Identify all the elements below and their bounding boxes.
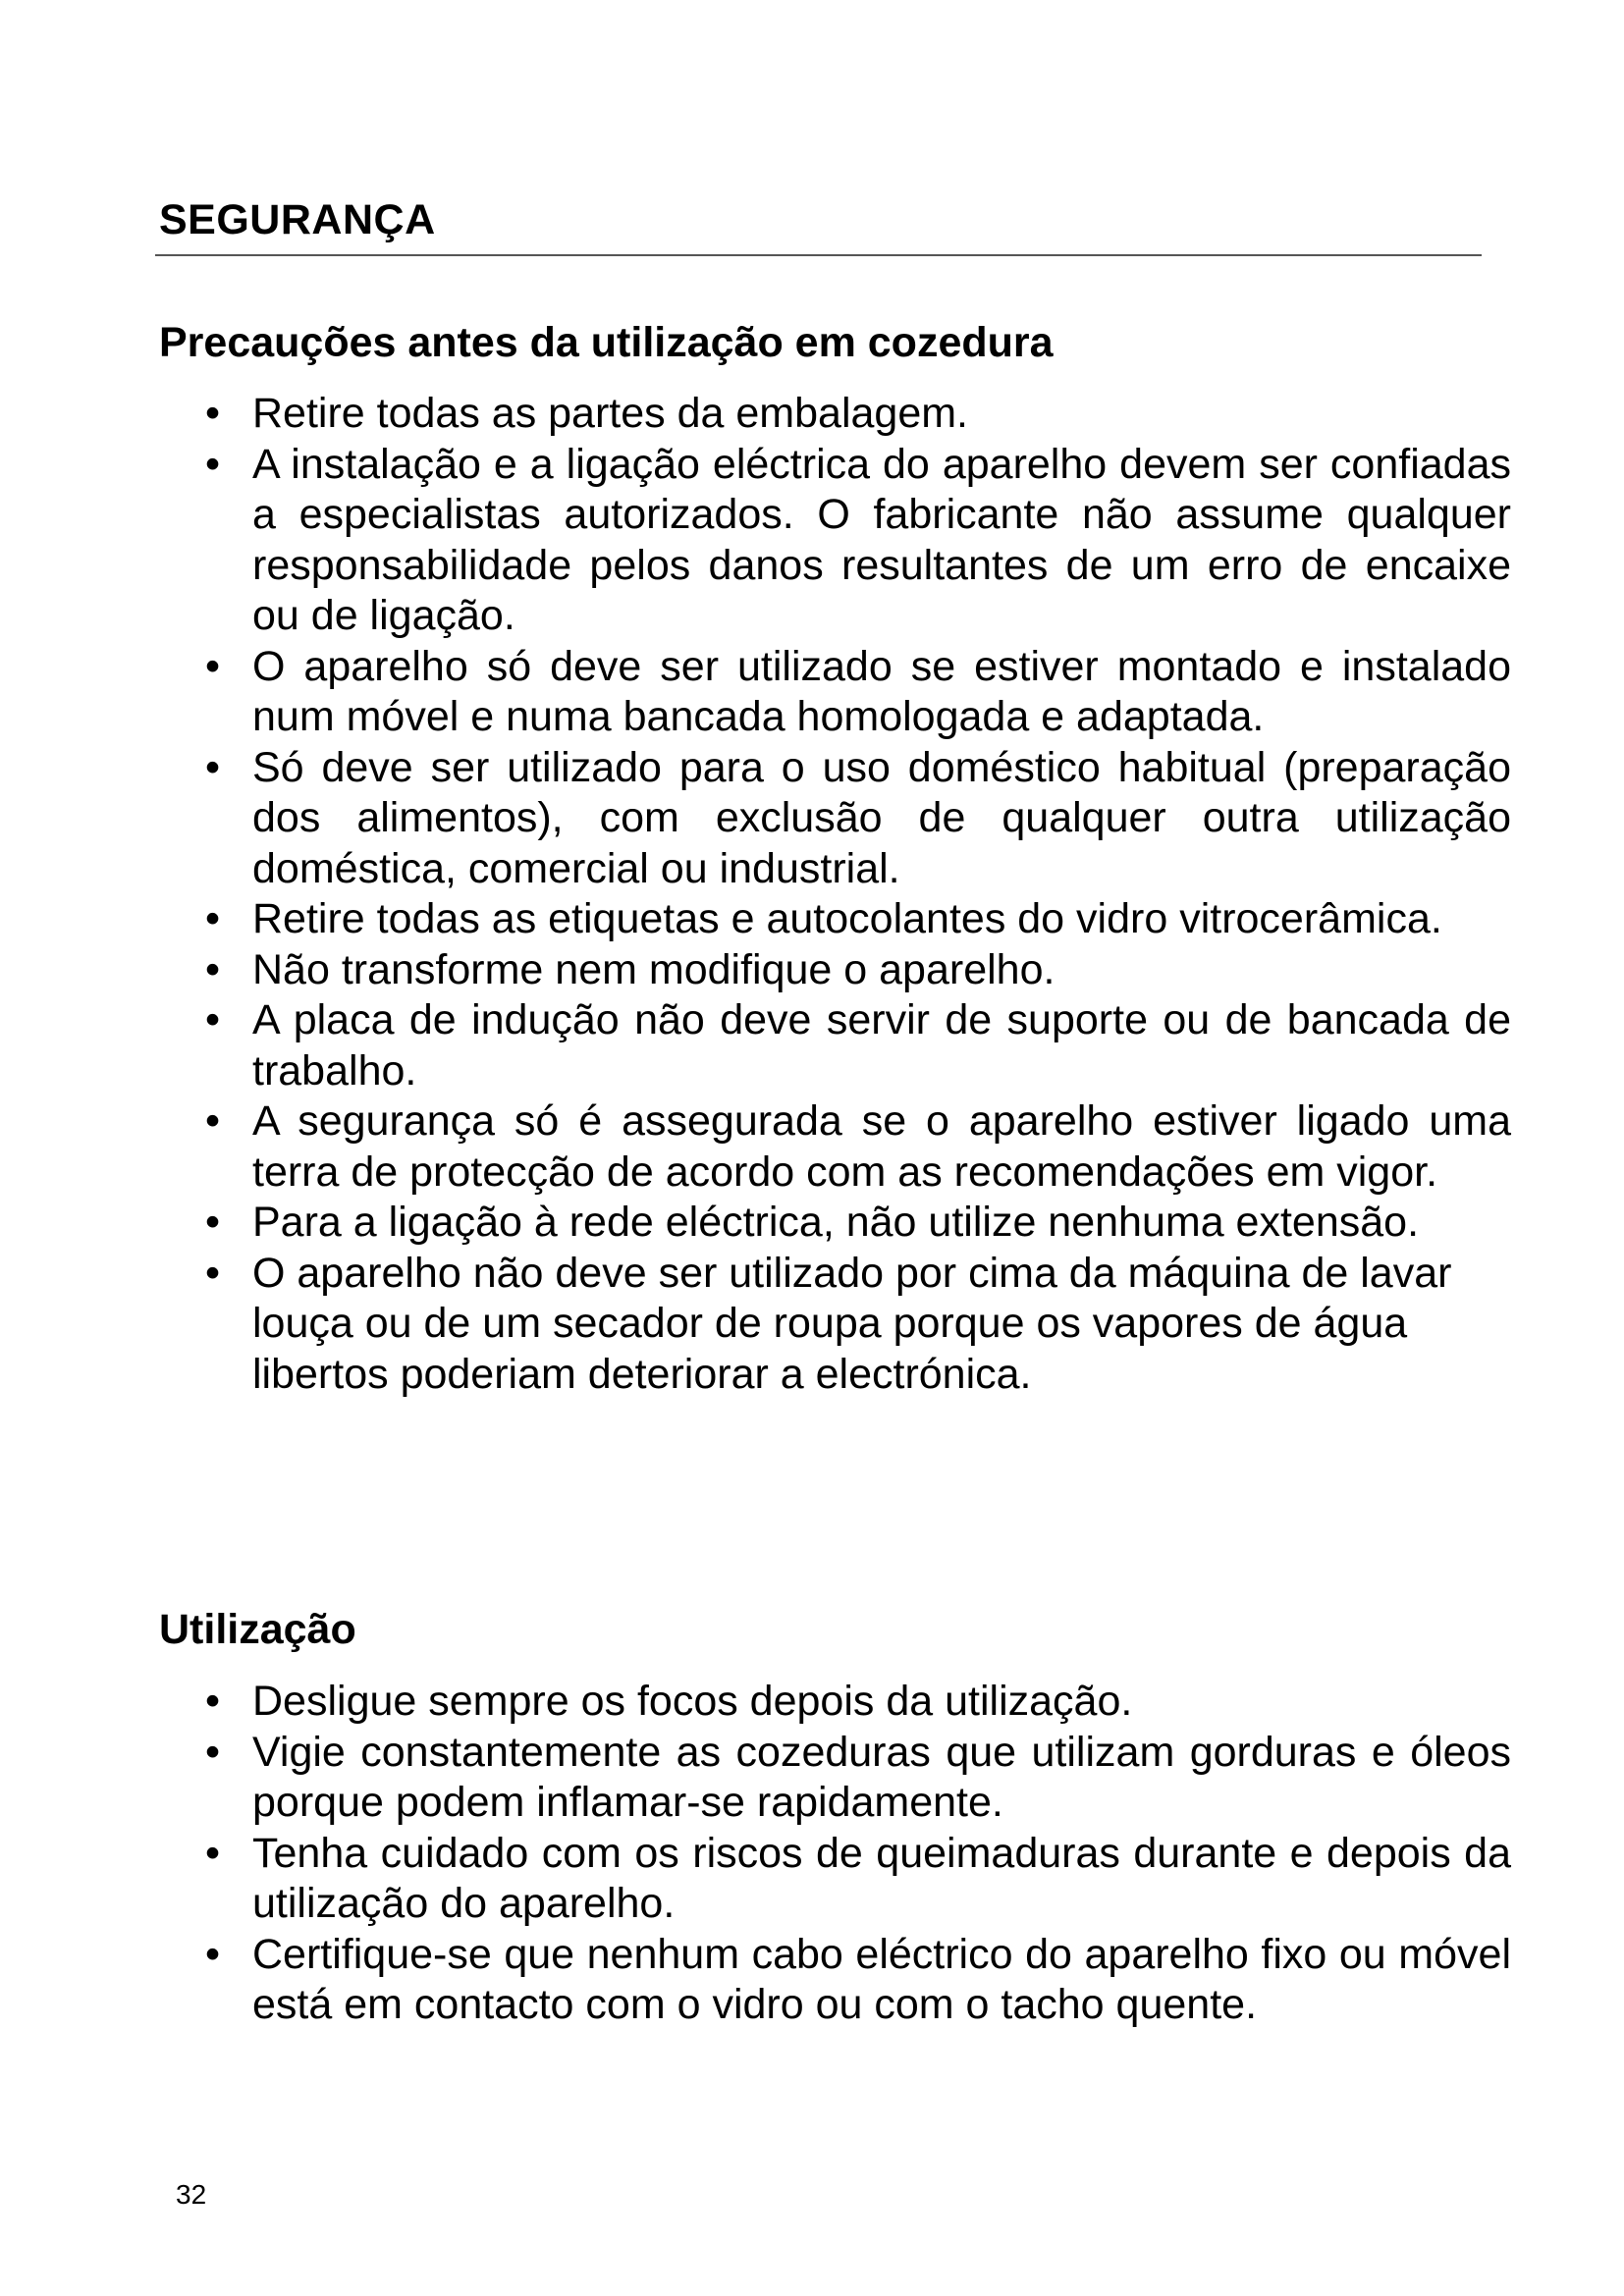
list-item: • O aparelho só deve ser utilizado se estiver montado e instalado num móvel e numa bancada homologada e adaptada. <box>252 642 1511 743</box>
list-item: • Não transforme nem modifique o aparelho. <box>252 945 1511 996</box>
list-item: • A segurança só é assegurada se o aparelho estiver ligado uma terra de protecção de acordo com as recomendações em vigor. <box>252 1096 1511 1198</box>
section-heading-usage: Utilização <box>159 1606 356 1653</box>
title-underline <box>155 254 1482 256</box>
list-item: • Desligue sempre os focos depois da utilização. <box>252 1677 1511 1728</box>
list-item: • Retire todas as etiquetas e autocolantes do vidro vitrocerâmica. <box>252 894 1511 945</box>
precautions-list <box>252 389 1511 1400</box>
list-item: • A instalação e a ligação eléctrica do aparelho devem ser confiadas a especialistas autorizados. O fabricante não assume qualquer responsabilidade pelos danos resultantes de um erro de encaixe ou de ligação. <box>252 440 1511 642</box>
list-item: • Retire todas as partes da embalagem. <box>252 389 1511 440</box>
list-item: • Vigie constantemente as cozeduras que utilizam gorduras e óleos porque podem inflamar-se rapidamente. <box>252 1728 1511 1829</box>
list-item: • A placa de indução não deve servir de suporte ou de bancada de trabalho. <box>252 995 1511 1096</box>
page-title: SEGURANÇA <box>159 196 436 243</box>
list-item: • Certifique-se que nenhum cabo eléctrico do aparelho fixo ou móvel está em contacto com o vidro ou com o tacho quente. <box>252 1930 1511 2031</box>
list-item: • Só deve ser utilizado para o uso doméstico habitual (preparação dos alimentos), com exclusão de qualquer outra utilização doméstica, comercial ou industrial. <box>252 743 1511 895</box>
list-item: • Tenha cuidado com os riscos de queimaduras durante e depois da utilização do aparelho. <box>252 1829 1511 1930</box>
usage-list <box>252 1677 1511 2031</box>
section-heading-precautions: Precauções antes da utilização em cozedura <box>159 319 1054 366</box>
list-item: • O aparelho não deve ser utilizado por cima da máquina de lavar louça ou de um secador de roupa porque os vapores de água libertos poderiam deteriorar a electrónica. <box>252 1249 1511 1401</box>
page-number: 32 <box>176 2179 207 2210</box>
list-item: • Para a ligação à rede eléctrica, não utilize nenhuma extensão. <box>252 1198 1511 1249</box>
